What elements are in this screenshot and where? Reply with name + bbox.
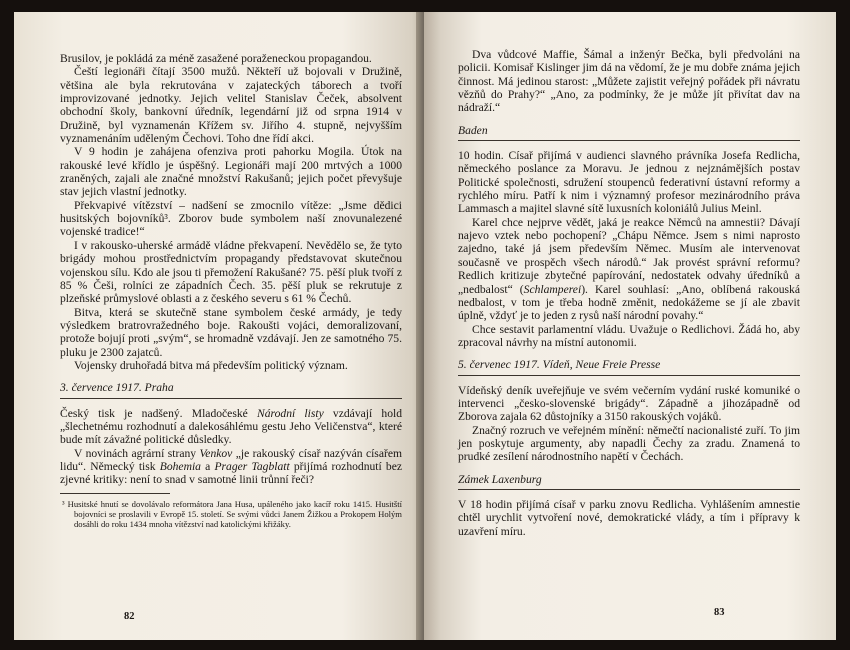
footnote-divider bbox=[60, 493, 170, 494]
open-book bbox=[4, 2, 846, 648]
footnote: ³ Husitské hnutí se dovolávalo reformátora Jana Husa, upáleného jako kacíř roku 1415. Husitští bojovníci se proslavili v Evropě 15. století. Se svými vůdci Janem Žižkou a Prokopem Holým dosáhli do roku 1434 mnoha vítězství nad katolickými křižáky. bbox=[62, 498, 402, 530]
paragraph: Dva vůdcové Maffie, Šámal a inženýr Bečka, byli předvoláni na policii. Komisař Kislinger jim dá na vědomí, že je mu dobře známa jejich činnost. Má jedinou starost: „Můžete zajistit veřejný pořádek při návratu vězňů do Prahy?“ „Ano, za podmínky, že je může jít přivítat dav na nádraží.“ bbox=[458, 48, 800, 115]
paragraph: Vídeňský deník uveřejňuje ve svém večerním vydání ruské komuniké o intervenci „česko-slovenské brigády“. Západně a jihozápadně od Zborova zajala 62 důstojníky a 3150 rakouských vojáků. bbox=[458, 383, 800, 424]
paragraph: Překvapivé vítězství – nadšení se zmocnilo vítěze: „Jsme dědici husitských bojovníků³. Zborov bude symbolem naší znovunalezené vojenské tradice!“ bbox=[60, 198, 402, 239]
right-page bbox=[424, 12, 836, 640]
section-heading: 3. července 1917. Praha bbox=[60, 381, 402, 398]
section-heading: 5. červenec 1917. Vídeň, Neue Freie Presse bbox=[458, 358, 800, 375]
paragraph: V 18 hodin přijímá císař v parku znovu Redlicha. Vyhlášením amnestie chtěl urychlit vytvoření nové, demokratické vlády, a tím i přípravy k uzavření míru. bbox=[458, 497, 800, 538]
right-page-text bbox=[458, 48, 800, 538]
paragraph: Vojensky druhořadá bitva má především politický význam. bbox=[74, 358, 348, 372]
text-run: a bbox=[200, 459, 215, 473]
italic-run: Venkov bbox=[199, 446, 233, 460]
paragraph: 10 hodin. Císař přijímá v audienci slavného právníka Josefa Redlicha, německého poslance za Moravu. Je jednou z nejznámějších postav Politické společnosti, sdružení stoupenců federativní ústavní reformy a rychlého míru. Patří k nim i významný profesor mezinárodního práva Lammasch a majitel slavné sítě luxusních koloniálů Julius Meinl. bbox=[458, 149, 800, 216]
italic-run: Bohemia bbox=[159, 459, 201, 473]
text-run: „je rakouský císař nazýván císařem lidu“. Německý tisk bbox=[60, 446, 402, 473]
paragraph: Brusilov, je pokládá za méně zasažené poraženeckou propagandou. bbox=[60, 52, 372, 65]
paragraph: V 9 hodin je zahájena ofenziva proti pahorku Mogila. Útok na rakouské levé křídlo je úspěšný. Legionáři mají 200 mrtvých a 1000 zraněných, zajali ale značné množství Rakušanů; jejich počet převyšuje stav jejich vlastní jednotky. bbox=[60, 145, 402, 199]
paragraph bbox=[60, 447, 402, 487]
text-run: Český tisk je nadšený. Mladočeské bbox=[60, 406, 257, 420]
paragraph: I v rakousko-uherské armádě vládne překvapení. Nevědělo se, že tyto brigády mohou prostřednictvím propagandy představovat skutečnou vojenskou sílu. Kdo ale jsou ti přemožení Rakušané? 75. pěší pluk tvoří z 85 % Češi, rolníci ze západních Čech. 35. pěší pluk se rekrutuje z plzeňské průmyslové oblasti a z českého severu s 61 % Čechů. bbox=[60, 238, 402, 306]
paragraph bbox=[60, 407, 402, 447]
italic-run: Prager Tagblatt bbox=[214, 459, 290, 473]
paragraph bbox=[458, 216, 800, 323]
text-run: Karel chce nejprve vědět, jaká je reakce Němců na amnestii? Dávají najevo vztek nebo pochopení? „Chápu Němce. Jsem s nimi naprosto zajedno, také já jsem především Němec. Musím ale intervenovat současně ve prospěch všech národů.“ Jak provést správní reformu? Redlich kritizuje zbytečné papírování, nedostatek odvahy úředníků a „nedbalost“ ( bbox=[458, 215, 800, 296]
paragraph: Čeští legionáři čítají 3500 mužů. Někteří už bojovali v Družině, většina ale byla rekrutována v zajateckých táborech a tvoří improvizované jednotky. Jejich velitel Stanislav Čeček, absolvent obchodní školy, bankovní úředník, legendární již od srpna 1914 v Družině, byl vyznamenán Křížem sv. Jiřího 4. stupně, nejvyšším vyznamenáním uděleným Čechovi. Toho dne řídí akci. bbox=[60, 65, 402, 146]
paragraph: Chce sestavit parlamentní vládu. Uvažuje o Redlichovi. Žádá ho, aby zpracoval návrhy na místní autonomii. bbox=[458, 322, 800, 349]
left-page bbox=[14, 12, 424, 640]
paragraph: Značný rozruch ve veřejném mínění: němečtí nacionalisté zuří. To jim jen poskytuje argumenty, aby napadli Čechy za zradu. Znamená to prudké zesílení národnostního napětí v Čechách. bbox=[458, 423, 800, 464]
text-run: ). Karel souhlasí: „Ano, oblíbená rakouská nedbalost, v tom je třeba hodně změnit, nedokážeme se jí ale zbavit úplně, vždyť je to jeden z rysů naší národní povahy.“ bbox=[458, 282, 800, 323]
paragraph: Bitva, která se skutečně stane symbolem české armády, je tedy výsledkem bratrovražedného boje. Rakoušti vojáci, demoralizovaní, protože bojují proti „svým“, se hromadně vzdávají. Jen ze samotného 75. pluku je 2300 zajatců. bbox=[60, 305, 402, 359]
text-run: přijímá rozhodnutí bez zjevné kritiky: není to snad v samotné linii trůnní řeči? bbox=[60, 459, 402, 487]
section-heading: Baden bbox=[458, 124, 800, 141]
italic-run: Národní listy bbox=[256, 406, 324, 420]
text-run: vzdávají hold „šlechetnému rozhodnutí a dalekosáhlému gestu Jeho Veličenstva“, které bude mít závažné politické důsledky. bbox=[60, 406, 403, 447]
italic-run: Schlamperei bbox=[523, 282, 582, 296]
left-page-text bbox=[60, 52, 402, 529]
page-number: 83 bbox=[714, 607, 725, 618]
section-heading: Zámek Laxenburg bbox=[458, 473, 800, 490]
text-run: V novinách agrární strany bbox=[74, 446, 200, 460]
page-number: 82 bbox=[124, 611, 135, 622]
